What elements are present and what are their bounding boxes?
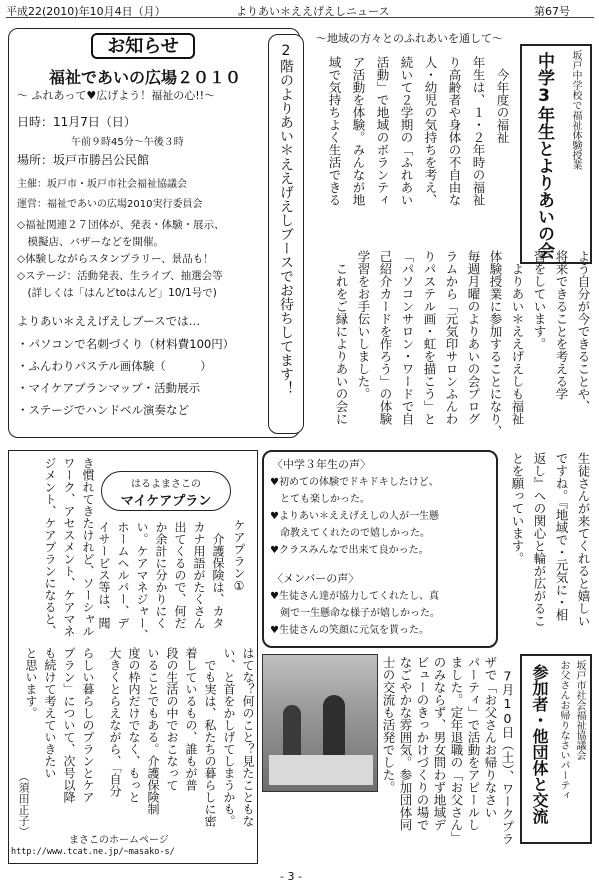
careplan-line: 段の生活の中でおこなって <box>165 647 179 791</box>
photo-table-icon <box>269 755 373 785</box>
school-line: 将来できることを考える学 <box>554 250 569 400</box>
org-value: ：福祉であいの広場2010実行委員会 <box>37 199 203 210</box>
school-line: よりあい＊ええげえしも福祉 <box>510 250 525 425</box>
booth-note-text: 2階のよりあい＊ええげえしブースでお待ちしてます！ <box>278 43 294 395</box>
homepage-url[interactable]: http://www.tcat.ne.jp/~masako-s/ <box>11 847 175 857</box>
school-line: 続いて２学期の「ふれあい <box>399 56 414 206</box>
school-line: り高齢者や身体の不自由な <box>447 56 462 206</box>
school-text-lower <box>318 250 594 446</box>
careplan-line: ホームヘルパー、デ <box>116 521 130 629</box>
party-line: ザで「お父さんお帰りなさい <box>483 656 498 819</box>
party-line: ました。定年退職の「お父さん」 <box>449 656 464 844</box>
careplan-line: い、と首をかしげてしまうかも。 <box>222 647 236 827</box>
school-kicker: 坂戸中学校で福祉体験授業 <box>570 50 581 170</box>
org-row <box>17 195 202 210</box>
school-line: 「パソコンサロン・ワードで自 <box>400 250 415 425</box>
notice-bullet: ◇体験しながらスタンプラリー、景品も！ <box>17 253 214 265</box>
careplan-line: 大きくとらえながら、「自分 <box>108 647 122 797</box>
school-text-upper <box>318 56 514 246</box>
school-line: 今年度の福祉 <box>495 56 510 144</box>
student-voice: ♥よりあい＊ええげえしの人が一生懸 <box>270 511 439 522</box>
careplan-logo <box>101 471 231 511</box>
party-line: 士の交流も活発でした。 <box>381 656 396 794</box>
students-heading: 〈中学３年生の声〉 <box>272 458 371 471</box>
careplan-line: い。ケアマネジャー、 <box>135 521 149 641</box>
school-title: 中学3年生とよりあいの会 <box>534 52 554 259</box>
logo-small: はるよまさこの <box>131 479 201 490</box>
place-value: ：坂戸市勝呂公民館 <box>41 153 150 167</box>
school-line: 生徒さんが来てくれると嬉しい <box>576 452 591 627</box>
header-title: よりあい＊ええげえしニュース <box>236 5 390 18</box>
school-line: とを願っています。 <box>510 452 525 565</box>
event-subtitle: ～ ふれあって♥広げよう！福祉の心!!～ <box>17 89 216 102</box>
booth-title: よりあい＊ええげえしブースでは… <box>17 314 201 328</box>
booth-note-box <box>268 34 304 434</box>
party-sub: お父さんお帰りなさいパーティ <box>558 660 569 800</box>
careplan-lower <box>99 647 257 827</box>
careplan-line: カナ用語がたくさん <box>192 521 206 629</box>
party-kicker: 坂戸市社会福祉協議会 <box>574 660 585 760</box>
careplan-title: ケアプラン① <box>232 519 246 593</box>
school-title-box <box>520 44 592 264</box>
careplan-line: らしい暮らしのプランとケア <box>81 647 95 803</box>
notice-bullet: ◇福祉関連２７団体が、発表・体験・展示、 <box>17 219 225 231</box>
members-list <box>270 588 496 639</box>
notice-heading: お知らせ <box>91 33 195 59</box>
careplan-line: はてな？何のこと？見たこともな <box>241 647 255 827</box>
careplan-line: 介護保険は、カタ <box>211 521 225 629</box>
party-text <box>381 656 516 866</box>
host-value: ：坂戸市・坂戸市社会福祉協議会 <box>37 179 187 190</box>
student-voice: ♥クラスみんなで出来て良かった。 <box>270 545 429 556</box>
booth-item: ・パソコンで名刺づくり（材料費100円） <box>17 337 235 351</box>
students-list <box>270 474 496 559</box>
booth-item: ・ステージでハンドベル演奏など <box>17 403 190 417</box>
student-voice: 命教えてくれたので嬉しかった。 <box>270 528 430 539</box>
careplan-line: ワーク、アセスメント、ケアマネ <box>62 457 76 637</box>
school-line: 返し』への関心と輪が広がるこ <box>532 452 547 627</box>
careplan-line: いることでもある。介護保険制 <box>146 647 160 815</box>
school-line: ラムから「元気印サロンふんわ <box>444 250 459 425</box>
school-line: りパステル画・虹を描こう」と <box>422 250 437 425</box>
notice-bullets <box>17 217 225 302</box>
booth-list <box>17 333 234 421</box>
host-label: 主催 <box>17 179 37 190</box>
booth-item: ・ふんわりパステル画体験（ ） <box>17 359 212 373</box>
careplan-line: と思います。 <box>24 647 38 719</box>
school-line: ですね。『地域で・元気に・相 <box>554 452 569 621</box>
careplan-line: でも実は、私たちの暮らしに密 <box>203 647 217 827</box>
careplan-line: き慣れてきたけれど、ソーシャル <box>81 457 95 637</box>
careplan-author: （須田正子） <box>17 771 30 837</box>
notice-bullet: ◇ステージ：活動発表、生ライブ、抽選会等 <box>17 270 223 282</box>
school-line: 己紹介カードを作ろう」の体験 <box>378 250 393 425</box>
careplan-line: 出てくるので、何だ <box>173 521 187 629</box>
time-value: 午前９時45分～午後３時 <box>71 137 184 148</box>
party-line: 7月10日（土）、ワークプラ <box>500 656 515 845</box>
school-line: 域で気持ちよく生活できる <box>327 56 342 206</box>
header-date: 平成22(2010)年10月4日（月） <box>6 5 166 18</box>
party-line: のみならず、男女問わず地域デ <box>432 656 447 831</box>
careplan-line: 度の枠内だけでなく、もっと <box>127 647 141 803</box>
members-heading: 〈メンバーの声〉 <box>272 572 360 585</box>
party-title: 参加者・他団体と交流 <box>530 664 549 824</box>
student-voice: とても楽しかった。 <box>270 494 370 505</box>
header-issue: 第67号 <box>534 5 570 18</box>
school-line: 人・幼児の気持ちを考え、 <box>423 56 438 206</box>
member-voice: 剣で一生懸命な様子が嬉しかった。 <box>270 608 440 619</box>
school-line: ア活動を体験。みんなが地 <box>351 56 366 206</box>
careplan-line: か余計に分かりにく <box>154 521 168 629</box>
host-row <box>17 175 187 190</box>
event-title: 福祉であいの広場２０１０ <box>49 68 242 87</box>
school-banner: ～地域の方々とのふれあいを通して～ <box>316 32 503 45</box>
party-title-box <box>520 654 592 844</box>
voices-box <box>262 450 498 648</box>
careplan-line: 着しているもの、誰もが普 <box>184 647 198 791</box>
org-label: 運営 <box>17 199 37 210</box>
logo-big: マイケアプラン <box>120 494 212 509</box>
party-line: なごやかな雰囲気。参加団体同 <box>398 656 413 831</box>
school-line: 年生は、１・２年時の福祉 <box>471 56 486 206</box>
school-line: よう自分が今できることや、 <box>576 250 591 413</box>
member-voice: ♥生徒さんの笑顔に元気を貰った。 <box>270 625 429 636</box>
school-line: これをご縁によりあいの会に <box>334 250 349 425</box>
page-number: - 3 - <box>280 870 302 883</box>
date-row <box>17 113 136 130</box>
booth-item: ・マイケアプランマップ・活動展示 <box>17 381 201 395</box>
school-line: 体験授業に参加することになり、 <box>488 250 503 438</box>
school-line: 学習をお手伝いしました。 <box>356 250 371 400</box>
party-line: ビューのきっかけづくりの場で <box>415 656 430 831</box>
school-line: 習をしています。 <box>532 250 547 350</box>
date-label: 日時 <box>17 115 42 129</box>
notice-box <box>8 28 300 438</box>
party-photo <box>262 654 378 792</box>
place-row <box>17 151 149 168</box>
careplan-column <box>8 450 258 864</box>
careplan-line: も続けて考えていきたい <box>43 647 57 779</box>
member-voice: ♥生徒さん達が協力してくれたし、真 <box>270 591 439 602</box>
place-label: 場所 <box>17 153 42 167</box>
school-line: 毎週月曜のよりあいの会プログ <box>466 250 481 425</box>
school-line: 活動」で地域のボランティ <box>375 56 390 206</box>
student-voice: ♥初めての体験でドキドキしたけど、 <box>270 477 439 488</box>
party-line: パーティ」で活動をアピールし <box>466 656 481 831</box>
homepage-label: まさこのホームページ <box>69 835 169 846</box>
careplan-line: ジメント、ケアプランになると、 <box>43 457 57 637</box>
date-value: ：11月7日（日） <box>41 115 136 129</box>
notice-bullet: 模擬店、バザーなどを開催。 <box>17 236 164 248</box>
careplan-line: イサービス等は、聞 <box>97 521 111 629</box>
notice-bullet: (詳しくは「はんどtoはんど」10/1号で) <box>17 287 217 299</box>
school-text-continued <box>500 452 594 648</box>
page-header <box>6 2 594 18</box>
careplan-line: プラン」について、次号以降 <box>62 647 76 803</box>
